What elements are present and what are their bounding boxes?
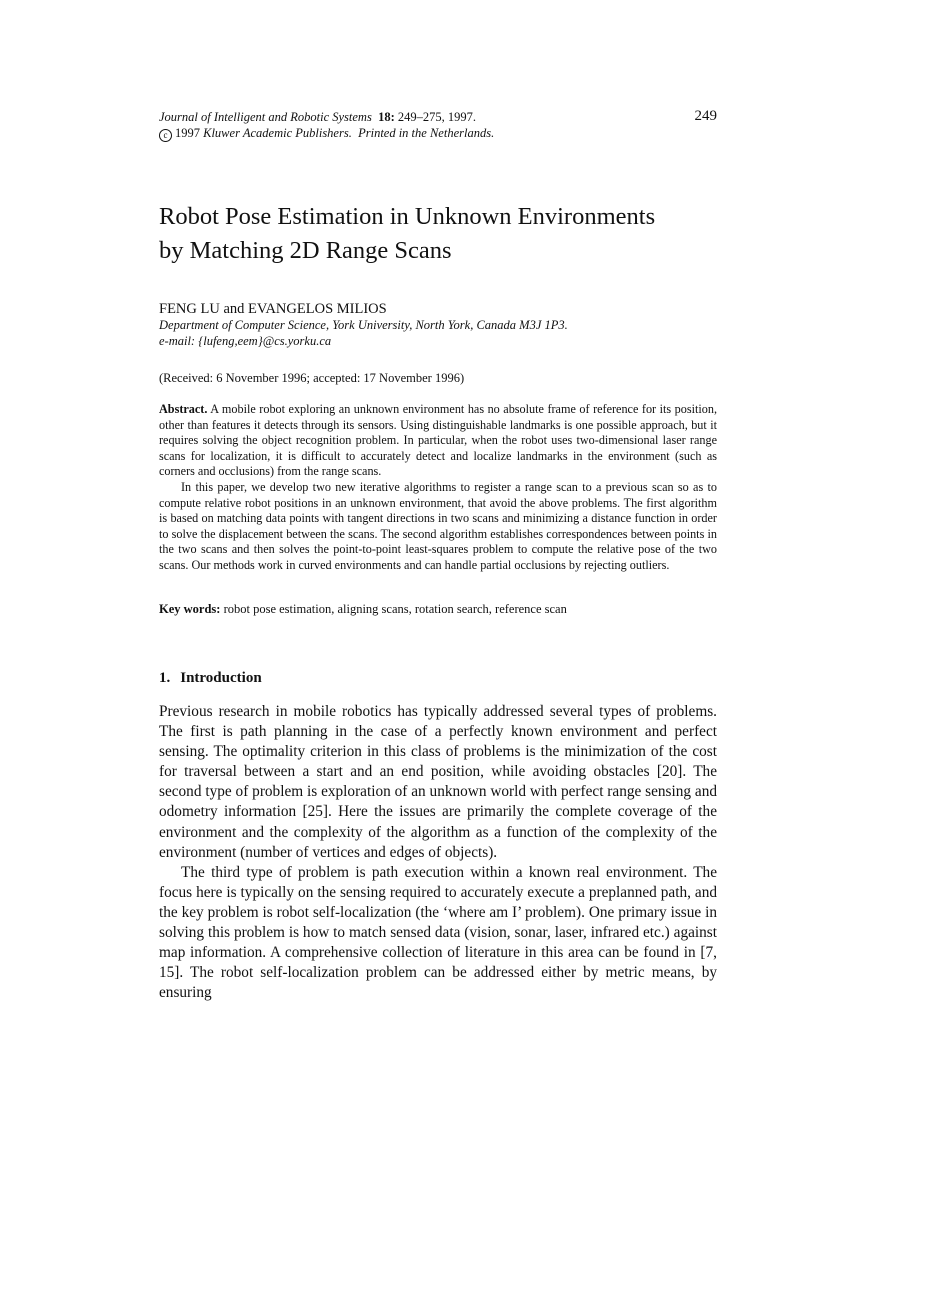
printed-in: Printed in the Netherlands. — [358, 126, 495, 140]
section-title: Introduction — [180, 670, 262, 686]
body-text — [159, 702, 717, 1003]
abstract — [159, 402, 717, 574]
abstract-paragraph-2: In this paper, we develop two new iterative algorithms to register a range scan to a previous scan so as to compute relative robot positions in an unknown environment, that avoid the above problems. The first algorithm is based on matching data points with tangent directions in two scans and minimizing a distance function in order to solve the displacement between the scans. The second algorithm establishes correspondences between points in the two scans and then solves the point-to-point least-squares problem to compute the relative pose of the two scans. Our methods work in curved environments and can handle partial occlusions by rejecting outliers. — [159, 479, 717, 572]
copyright-icon: c — [159, 129, 172, 142]
journal-pages-year: 249–275, 1997. — [397, 110, 476, 124]
paper-title — [159, 200, 717, 268]
keywords — [159, 601, 567, 617]
body-paragraph-1: Previous research in mobile robotics has typically addressed several types of problems. The first is path planning in the case of a perfectly known environment and perfect sensing. The optimality criterion in this class of problems is the minimization of the cost for traversal between a start and an end position, while avoiding obstacles [20]. The second type of problem is exploration of an unknown world with perfect range sensing and odometry information [25]. Here the issues are primarily the complete coverage of the environment and the complexity of the algorithm as a function of the complexity of the environment (number of vertices and edges of objects). — [159, 703, 717, 861]
title-line-2: by Matching 2D Range Scans — [159, 237, 452, 264]
department: Department of Computer Science, York University, North York, Canada M3J 1P3. — [159, 318, 568, 332]
abstract-paragraph-1 — [159, 402, 717, 480]
section-heading — [159, 668, 262, 688]
body-paragraph-2: The third type of problem is path execution within a known real environment. The focus here is typically on the sensing required to accurately execute a preplanned path, and the key problem is robot self-localization (the ‘where am I’ problem). One primary issue in solving this problem is how to match sensed data (vision, sonar, laser, infrared etc.) against map information. A comprehensive collection of literature in this area can be found in [7, 15]. The robot self-localization problem can be addressed either by metric means, by ensuring — [159, 863, 717, 1002]
page-number: 249 — [694, 108, 717, 124]
journal-volume: 18: — [378, 110, 395, 124]
received-dates: (Received: 6 November 1996; accepted: 17 November 1996) — [159, 371, 465, 385]
keywords-text: robot pose estimation, aligning scans, rotation search, reference scan — [223, 602, 567, 616]
copyright-year: 1997 — [175, 126, 200, 140]
affiliation — [159, 317, 568, 349]
keywords-label: Key words: — [159, 602, 221, 616]
running-header — [159, 109, 717, 142]
section-number: 1. — [159, 670, 171, 686]
publisher: Kluwer Academic Publishers. — [203, 126, 352, 140]
journal-name: Journal of Intelligent and Robotic Systems — [159, 110, 372, 124]
title-line-1: Robot Pose Estimation in Unknown Environments — [159, 203, 656, 230]
journal-citation-line — [159, 109, 717, 125]
authors: FENG LU and EVANGELOS MILIOS — [159, 301, 387, 317]
abstract-label: Abstract. — [159, 402, 208, 416]
abstract-text-1: A mobile robot exploring an unknown environment has no absolute frame of reference for its position, other than features it detects through its sensors. Using distinguishable landmarks is one possible approach, but it requires solving the object recognition problem. In particular, when the robot uses two-dimensional laser range scans for localization, it is difficult to accurately detect and localize landmarks in the environment (such as corners and occlusions) from the range scans. — [159, 402, 718, 479]
email: e-mail: {lufeng,eem}@cs.yorku.ca — [159, 334, 332, 348]
copyright-line — [159, 125, 717, 142]
